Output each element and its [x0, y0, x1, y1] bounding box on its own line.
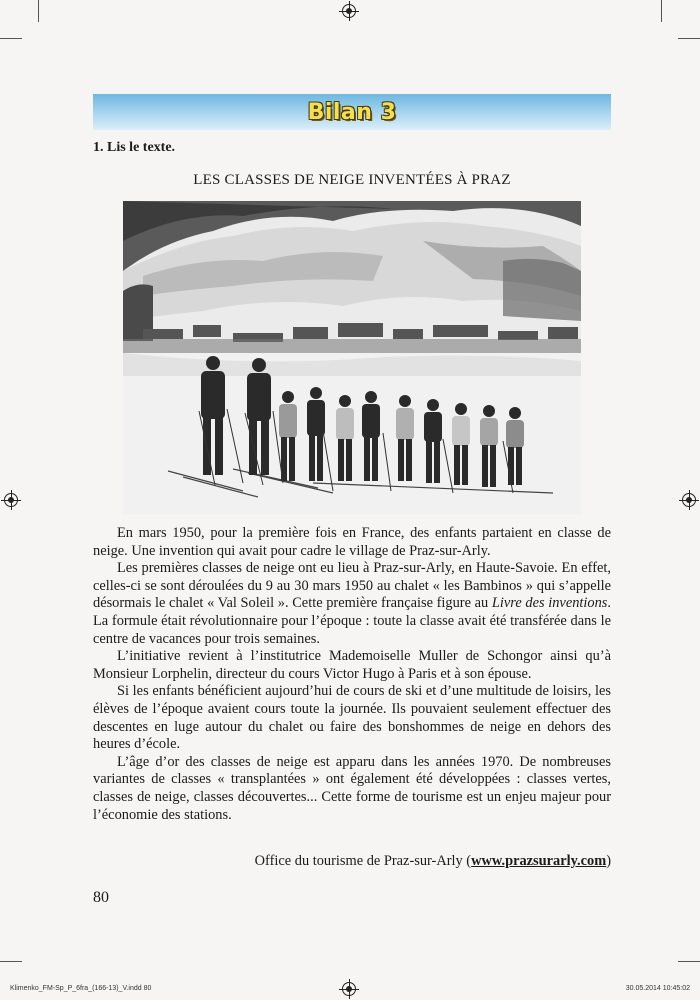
crop-mark	[0, 961, 22, 962]
source-suffix: )	[606, 853, 611, 869]
footer-timestamp: 30.05.2014 10:45:02	[625, 985, 690, 992]
section-title: Bilan 3	[307, 99, 397, 125]
article-source	[255, 853, 611, 870]
article-paragraph: L’âge d’or des classes de neige est apparu dans les années 1970. De nombreuses variantes de classes « transplantées » ont également été développées : classes vertes, classes de neige, classes découvertes... Cette forme de tourisme est un enjeu majeur pour l’économie des stations.	[93, 753, 611, 823]
article-title: LES CLASSES DE NEIGE INVENTÉES À PRAZ	[193, 172, 511, 188]
article-body	[93, 525, 611, 824]
crop-mark	[0, 38, 22, 39]
task-instruction: 1. Lis le texte.	[93, 140, 176, 155]
page-number: 80	[93, 889, 109, 906]
crop-mark	[678, 961, 700, 962]
ski-class-photo	[123, 201, 581, 515]
registration-mark-icon	[682, 493, 696, 507]
article-paragraph: L’initiative revient à l’institutrice Mademoiselle Muller de Schongor ainsi qu’à Monsieur Lorphelin, directeur du cours Victor Hugo à Paris et à son épouse.	[93, 648, 611, 682]
crop-mark	[661, 0, 662, 22]
registration-mark-icon	[342, 982, 356, 996]
source-link[interactable]: www.prazsurarly.com	[471, 853, 607, 869]
article-paragraph: En mars 1950, pour la première fois en France, des enfants partaient en classe de neige. Une invention qui avait pour cadre le village de Praz-sur-Arly.	[93, 525, 611, 559]
article-paragraph: Les premières classes de neige ont eu lieu à Praz-sur-Arly, en Haute-Savoie. En effet, celles-ci se sont déroulées du 9 au 30 mars 1950 au chalet « les Bambinos » qui s’appelle désormais le chalet « Val Soleil ». Cette première française figure au Livre des inventions. La formule était révolutionnaire pour l’époque : toute la classe avait été transférée dans le centre de vacances pour trois semaines.	[93, 560, 611, 647]
footer-filename: Klimenko_FM-Sp_P_6fra_(166-13)_V.indd 80	[10, 985, 152, 992]
book-title: Livre des inventions	[491, 595, 608, 612]
crop-mark	[678, 38, 700, 39]
crop-mark	[38, 0, 39, 22]
source-prefix: Office du tourisme de Praz-sur-Arly (	[254, 853, 472, 869]
registration-mark-icon	[4, 493, 18, 507]
registration-mark-icon	[342, 4, 356, 18]
article-paragraph: Si les enfants bénéficient aujourd’hui de cours de ski et d’une multitude de loisirs, les élèves de l’époque avaient cours toute la journée. Ils pouvaient seulement effectuer des descentes en luge autour du chalet ou faire des bonshommes de neige en dehors des heures d’école.	[93, 683, 611, 753]
section-banner	[93, 94, 611, 130]
